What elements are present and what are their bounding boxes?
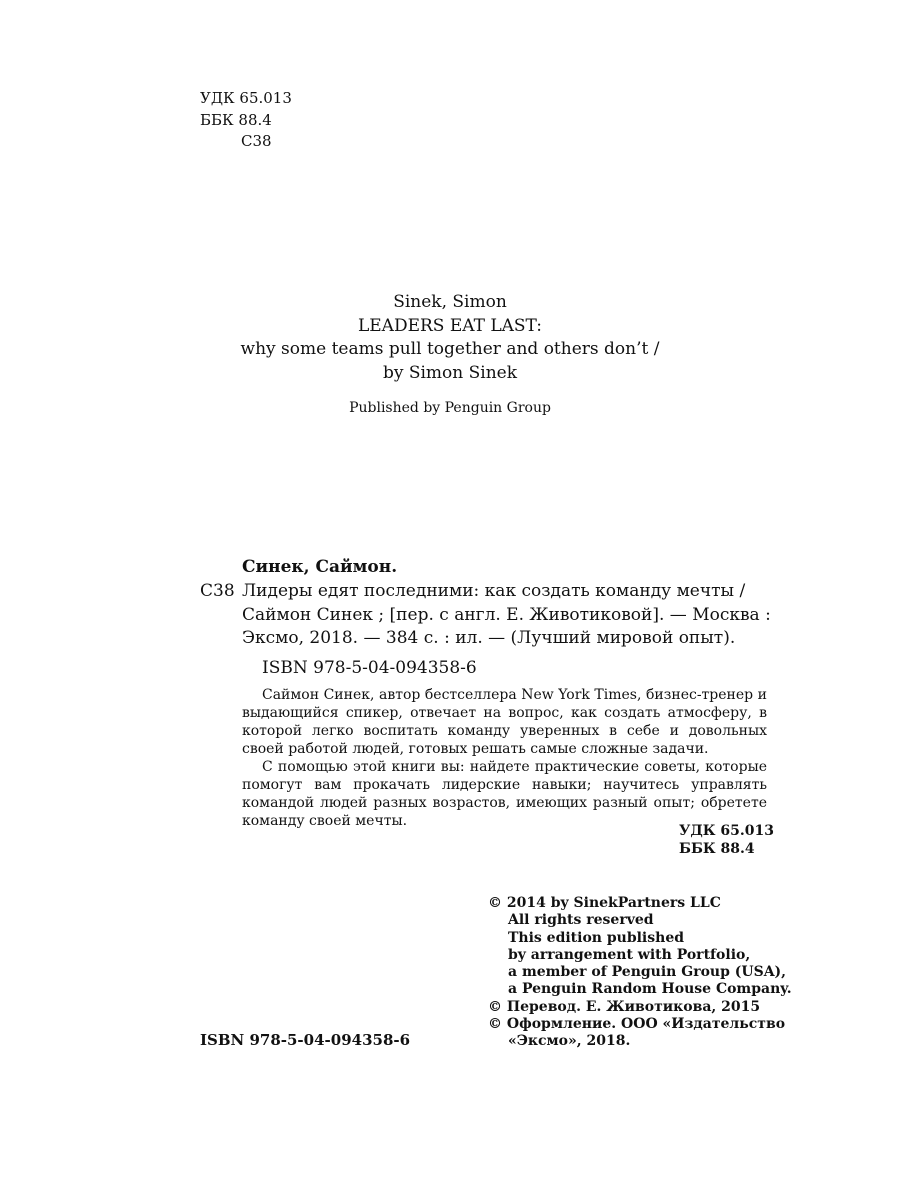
annotation-paragraph-2: С помощью этой книги вы: найдете практические советы, которые помогут вам прокачать лидерские навыки; научитесь управлять командой людей разных возрастов, имеющих разный опыт; обретете команду своей мечты. (242, 759, 767, 829)
author-mark: С38 (241, 132, 272, 150)
top-classification-codes (200, 88, 292, 153)
copyright-line: © Перевод. Е. Животикова, 2015 (488, 998, 761, 1015)
isbn-bottom: ISBN 978-5-04-094358-6 (200, 1031, 411, 1049)
copyright-line: a member of Penguin Group (USA), (508, 964, 787, 981)
catalog-line: Лидеры едят последними: как создать команду мечты / (242, 581, 746, 601)
copyright-line: © 2014 by SinekPartners LLC (488, 895, 721, 911)
original-edition-info (0, 291, 900, 421)
catalog-author: Синек, Саймон. (242, 557, 398, 577)
catalog-isbn: ISBN 978-5-04-094358-6 (262, 658, 477, 678)
catalog-line: Эксмо, 2018. — 384 с. : ил. — (Лучший мировой опыт). (242, 628, 736, 648)
copyright-line: © Оформление. ООО «Издательство (488, 1016, 786, 1033)
original-byline: by Simon Sinek (382, 362, 518, 383)
bbk-code: ББК 88.4 (200, 110, 272, 129)
udk-code: УДК 65.013 (200, 89, 292, 107)
bbk-code: ББК 88.4 (679, 841, 755, 857)
original-title: LEADERS EAT LAST: (357, 315, 543, 336)
copyright-block (488, 895, 792, 1051)
annotation-paragraph-1: Саймон Синек, автор бестселлера New York Times, бизнес-тренер и выдающийся спикер, отвечает на вопрос, как создать атмосферу, в которой легко воспитать команду уверенных в себе и довольных своей работой людей, готовых решать самые сложные задачи. (242, 687, 767, 757)
copyright-line: This edition published (508, 929, 685, 946)
catalog-description (242, 580, 771, 651)
original-subtitle: why some teams pull together and others don’t / (240, 339, 660, 359)
annotation (242, 686, 767, 830)
bottom-classification-codes (679, 822, 774, 858)
copyright-line: a Penguin Random House Company. (508, 981, 792, 998)
catalog-line: Саймон Синек ; [пер. с англ. Е. Животиковой]. — Москва : (242, 604, 771, 625)
copyright-line: «Эксмо», 2018. (508, 1033, 631, 1050)
copyright-line: All rights reserved (508, 912, 654, 929)
catalog-author-mark: С38 (200, 581, 235, 601)
copyright-line: by arrangement with Portfolio, (508, 946, 751, 963)
udk-code: УДК 65.013 (679, 823, 774, 839)
original-publisher: Published by Penguin Group (349, 400, 551, 416)
original-author: Sinek, Simon (393, 292, 507, 312)
